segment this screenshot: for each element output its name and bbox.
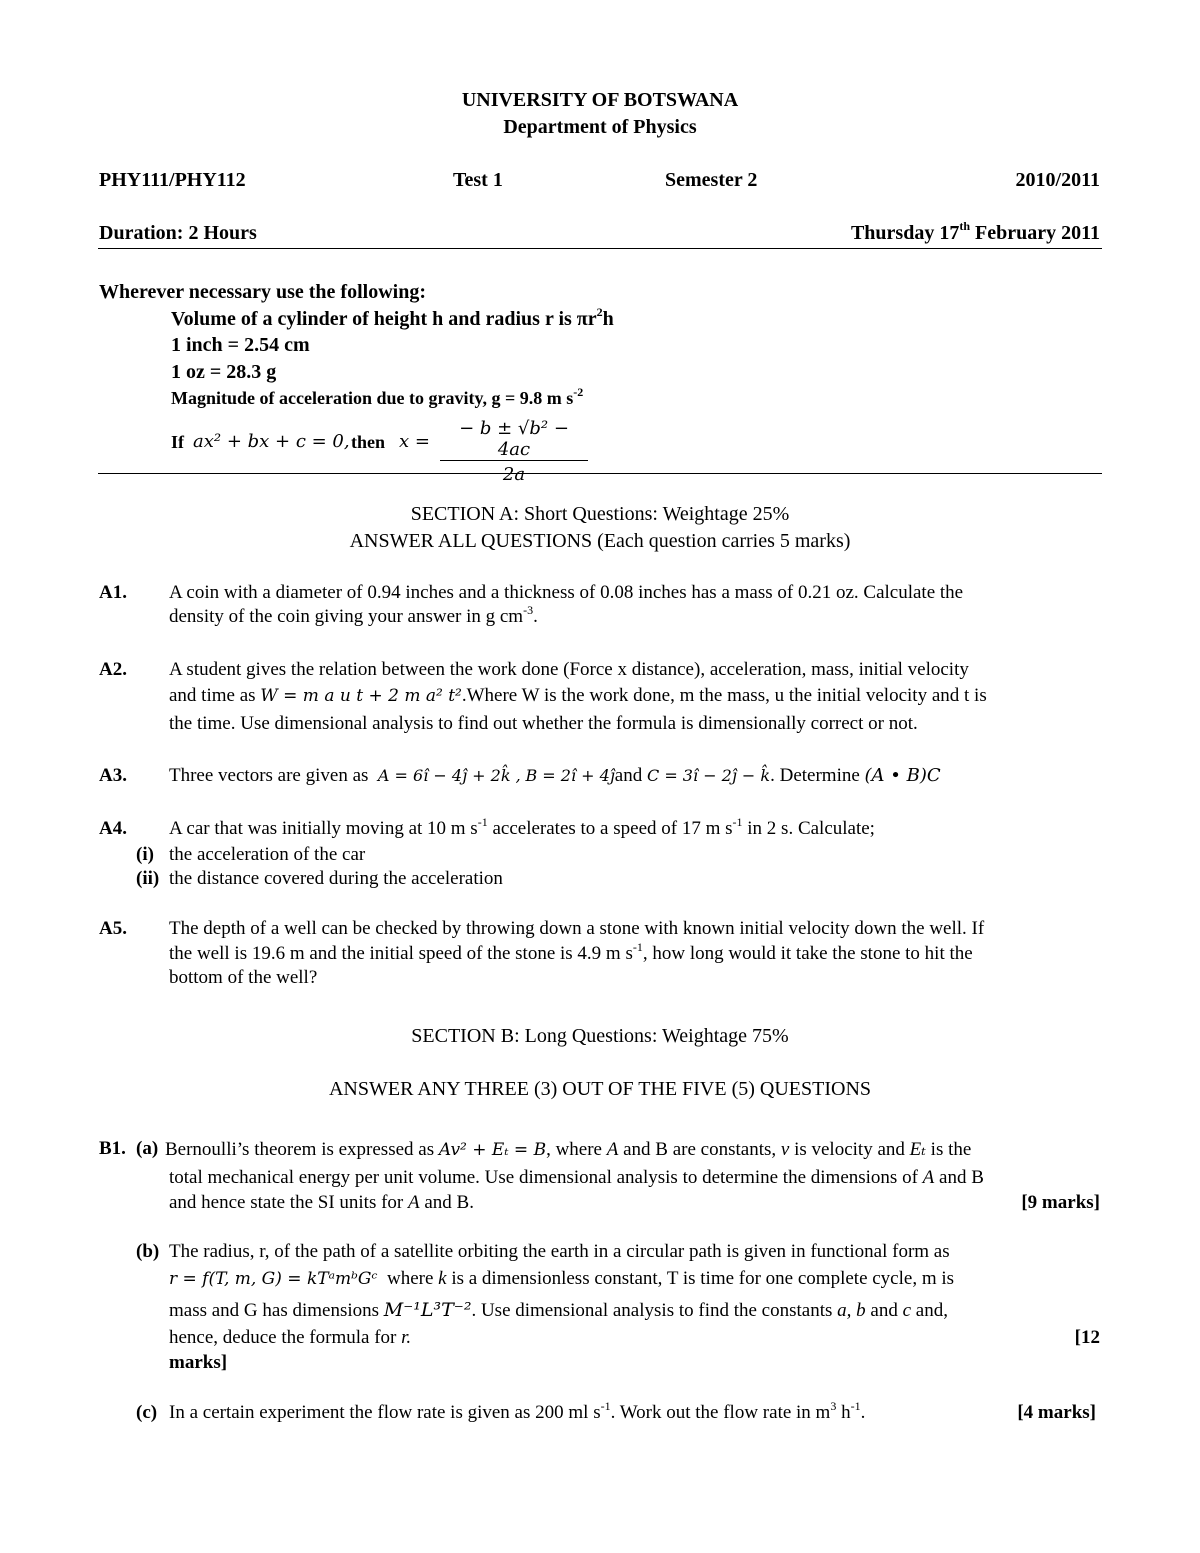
test-name: Test 1	[453, 169, 503, 191]
question-a4-label: A4.	[99, 818, 127, 839]
constant-inch: 1 inch = 2.54 cm	[171, 334, 310, 356]
question-a3-label: A3.	[99, 765, 127, 786]
question-a5-line2: the well is 19.6 m and the initial speed of the stone is 4.9 m $s^{-1}$, how long would it take the stone to hit the	[169, 940, 973, 964]
quadratic-formula	[440, 418, 588, 485]
university-title: UNIVERSITY OF BOTSWANA	[461, 89, 739, 111]
section-b-title: SECTION B: Long Questions: Weightage 75%	[411, 1025, 789, 1047]
academic-year: 2010/2011	[1015, 169, 1100, 191]
quadratic-then: then	[351, 432, 386, 452]
question-a5-label: A5.	[99, 918, 127, 939]
question-a3-line: Three vectors are given as A = 6î − 4ĵ + 2k̂ , B = 2î + 4ĵand C = 3î − 2ĵ − k̂. Determine (A • B)C	[169, 765, 941, 786]
quadratic-numerator: − b ± √b² − 4ac	[440, 418, 588, 461]
question-a1-line1: A coin with a diameter of 0.94 inches and a thickness of 0.08 inches has a mass of 0.21 oz. Calculate the	[169, 582, 964, 603]
question-a2-line3: the time. Use dimensional analysis to find out whether the formula is dimensionally correct or not.	[169, 713, 918, 734]
question-b1c-label: (c)	[136, 1402, 158, 1423]
question-b1a-line1: Bernoulli’s theorem is expressed as Av² + Eₜ = B, where A and B are constants, v is velocity and Eₜ is the	[165, 1139, 972, 1160]
constants-intro: Wherever necessary use the following:	[99, 281, 426, 303]
question-a4-line1: A car that was initially moving at 10 m $s^{-1}$ accelerates to a speed of 17 m $s^{-1}$ in 2 s. Calculate;	[169, 815, 875, 839]
satellite-formula: r = f(T, m, G) = kTᵃmᵇGᶜ	[169, 1269, 378, 1289]
semester: Semester 2	[665, 169, 758, 191]
course-code: PHY111/PHY112	[99, 169, 246, 191]
dot-product-expression: (A • B)C	[864, 765, 941, 786]
constants-divider	[98, 473, 1102, 474]
question-b1b-line3: mass and G has dimensions M⁻¹L³T⁻². Use dimensional analysis to find the constants a, b and c and,	[169, 1299, 948, 1321]
vector-c: C = 3î − 2ĵ − k̂	[646, 766, 771, 785]
quadratic-denominator: 2a	[502, 464, 526, 485]
header-divider	[98, 248, 1102, 249]
quadratic-if: If	[171, 432, 184, 452]
question-b1b-line4: hence, deduce the formula for r.	[169, 1327, 412, 1348]
question-a4-ii-label: (ii)	[136, 868, 160, 889]
vector-b: B = 2î + 4ĵ	[525, 766, 615, 785]
department-title: Department of Physics	[503, 116, 697, 138]
question-b1c-line: In a certain experiment the flow rate is given as 200 ml $s^{-1}$. Work out the flow rate in $m^3$ $h^{-1}$.	[169, 1399, 866, 1423]
question-a2-line2: and time as W = m a u t + 2 m a² t².Where W is the work done, m the mass, u the initial velocity and t is	[169, 685, 987, 706]
question-b1-label: B1.	[99, 1138, 126, 1159]
question-b1b-label: (b)	[136, 1241, 160, 1262]
quadratic-x: x =	[399, 431, 430, 452]
constant-cylinder: Volume of a cylinder of height h and radius r is $\pi r^2h$	[171, 305, 614, 330]
question-b1b-line2: r = f(T, m, G) = kTᵃmᵇGᶜ where k is a dimensionless constant, T is time for one complete cycle, m is	[169, 1268, 955, 1289]
gravity-dimensions: M⁻¹L³T⁻²	[383, 1299, 472, 1321]
question-a2-label: A2.	[99, 659, 127, 680]
section-a-title: SECTION A: Short Questions: Weightage 25%	[410, 503, 790, 525]
question-a4-i: the acceleration of the car	[169, 844, 366, 865]
question-b1b-marks-part1: [12	[1074, 1327, 1100, 1348]
vector-a: A = 6î − 4ĵ + 2k̂ ,	[377, 766, 521, 785]
question-a1-line2: density of the coin giving your answer in g $cm^{-3}$.	[169, 603, 538, 627]
question-b1a-line3: and hence state the SI units for A and B.	[169, 1192, 474, 1213]
question-a4-i-label: (i)	[136, 844, 154, 865]
constant-gravity: Magnitude of acceleration due to gravity, g = 9.8 m $s^{-2}$	[171, 385, 584, 408]
question-a1-label: A1.	[99, 582, 127, 603]
question-b1a-marks: [9 marks]	[1021, 1192, 1100, 1213]
question-b1a-label: (a)	[136, 1138, 159, 1159]
question-b1c-marks: [4 marks]	[1017, 1402, 1096, 1423]
duration: Duration: 2 Hours	[99, 222, 257, 244]
question-b1b-line1: The radius, r, of the path of a satellite orbiting the earth in a circular path is given in functional form as	[169, 1241, 950, 1262]
quadratic-equation: ax² + bx + c = 0,	[193, 431, 350, 452]
question-b1a-line2: total mechanical energy per unit volume. Use dimensional analysis to determine the dimensions of A and B	[169, 1167, 984, 1188]
question-b1b-marks-part2: marks]	[169, 1352, 228, 1373]
question-a5-line3: bottom of the well?	[169, 967, 318, 988]
question-a5-line1: The depth of a well can be checked by throwing down a stone with known initial velocity down the well. If	[169, 918, 985, 939]
section-b-instruction: ANSWER ANY THREE (3) OUT OF THE FIVE (5) QUESTIONS	[328, 1078, 872, 1100]
bernoulli-formula: Av² + Eₜ = B	[438, 1140, 547, 1160]
question-a4-ii: the distance covered during the acceleration	[169, 868, 503, 889]
work-formula: W = m a u t + 2 m a² t²	[260, 686, 462, 706]
constant-oz: 1 oz = 28.3 g	[171, 361, 277, 383]
question-a2-line1: A student gives the relation between the work done (Force x distance), acceleration, mass, initial velocity	[169, 659, 969, 680]
exam-date: Thursday 17th February 2011	[850, 219, 1100, 244]
section-a-instruction: ANSWER ALL QUESTIONS (Each question carries 5 marks)	[349, 530, 851, 552]
